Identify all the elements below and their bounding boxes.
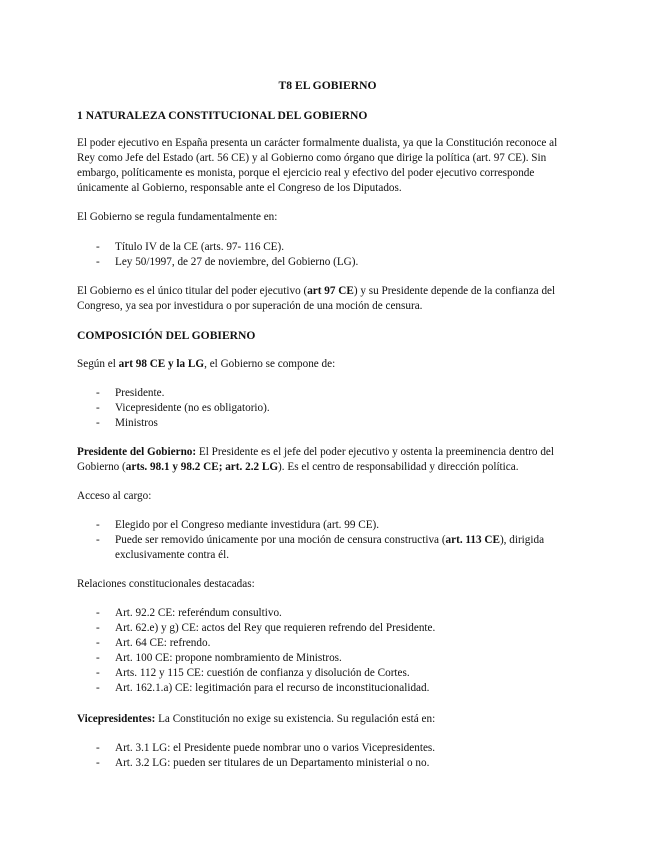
bold-reference: art 98 CE y la LG bbox=[118, 358, 205, 370]
list-item: - Art. 162.1.a) CE: legitimación para el recurso de inconstitucionalidad. bbox=[77, 681, 577, 696]
text-run: El Presidente es el jefe del poder ejecutivo y ostenta la preeminencia dentro del Gobierno ( bbox=[77, 446, 554, 473]
document-title: T8 EL GOBIERNO bbox=[278, 79, 377, 92]
list-item: - Título IV de la CE (arts. 97- 116 CE). bbox=[77, 240, 577, 255]
list-item: - Ministros bbox=[77, 416, 577, 431]
text-run: , el Gobierno se compone de: bbox=[204, 358, 336, 370]
list-item: - Art. 3.2 LG: pueden ser titulares de un Departamento ministerial o no. bbox=[77, 756, 577, 771]
paragraph-relaciones: Relaciones constitucionales destacadas: bbox=[77, 578, 255, 590]
paragraph-vicepresidentes bbox=[77, 712, 577, 727]
list-item: - Vicepresidente (no es obligatorio). bbox=[77, 401, 577, 416]
list-relaciones bbox=[77, 606, 577, 696]
list-item: - Arts. 112 y 115 CE: cuestión de confianza y disolución de Cortes. bbox=[77, 666, 577, 681]
text-run: ). Es el centro de responsabilidad y dirección política. bbox=[278, 461, 519, 473]
bold-term: Vicepresidentes: bbox=[77, 713, 156, 725]
bold-reference: arts. 98.1 y 98.2 CE; art. 2.2 LG bbox=[125, 461, 279, 473]
paragraph-titular bbox=[77, 284, 577, 314]
paragraph-presidente bbox=[77, 445, 577, 475]
list-item: - Art. 64 CE: refrendo. bbox=[77, 636, 577, 651]
text-run: ) y su Presidente depende de la confianza del Congreso, ya sea por investidura o por superación de una moción de censura. bbox=[77, 285, 556, 312]
bold-reference: art. 113 CE bbox=[445, 534, 500, 546]
list-vicepresidentes bbox=[77, 741, 577, 771]
bold-term: Presidente del Gobierno: bbox=[77, 446, 197, 458]
list-item: - Art. 62.e) y g) CE: actos del Rey que requieren refrendo del Presidente. bbox=[77, 621, 577, 636]
text-run: ), dirigida exclusivamente contra él. bbox=[115, 534, 545, 561]
paragraph-dualismo: El poder ejecutivo en España presenta un carácter formalmente dualista, ya que la Constitución reconoce al Rey como Jefe del Estado (art. 56 CE) y al Gobierno como órgano que dirige la política (art. 97 CE). Sin embargo, políticamente es monista, porque el ejercicio real y efectivo del poder ejecutivo corresponde únicamente al Gobierno, responsable ante el Congreso de los Diputados. bbox=[77, 137, 558, 194]
paragraph-regulacion: El Gobierno se regula fundamentalmente en: bbox=[77, 211, 278, 223]
text-run: El Gobierno es el único titular del poder ejecutivo ( bbox=[77, 285, 308, 297]
list-item: - Presidente. bbox=[77, 386, 577, 401]
paragraph-acceso: Acceso al cargo: bbox=[77, 490, 152, 502]
list-item bbox=[77, 533, 577, 563]
text-run: La Constitución no exige su existencia. Su regulación está en: bbox=[155, 713, 436, 725]
list-item: - Elegido por el Congreso mediante investidura (art. 99 CE). bbox=[77, 518, 577, 533]
list-regulacion bbox=[77, 240, 577, 270]
list-item: - Ley 50/1997, de 27 de noviembre, del Gobierno (LG). bbox=[77, 255, 577, 270]
list-item: - Art. 92.2 CE: referéndum consultivo. bbox=[77, 606, 577, 621]
text-run: Puede ser removido únicamente por una moción de censura constructiva ( bbox=[115, 534, 446, 546]
list-item: - Art. 3.1 LG: el Presidente puede nombrar uno o varios Vicepresidentes. bbox=[77, 741, 577, 756]
list-item: - Art. 100 CE: propone nombramiento de Ministros. bbox=[77, 651, 577, 666]
text-run: Según el bbox=[77, 358, 119, 370]
section-heading-composicion: COMPOSICIÓN DEL GOBIERNO bbox=[77, 329, 256, 342]
list-composicion bbox=[77, 386, 577, 431]
section-heading-naturaleza: 1 NATURALEZA CONSTITUCIONAL DEL GOBIERNO bbox=[77, 109, 368, 122]
paragraph-composicion bbox=[77, 357, 577, 372]
list-acceso bbox=[77, 518, 577, 563]
bold-reference: art 97 CE bbox=[307, 285, 354, 297]
